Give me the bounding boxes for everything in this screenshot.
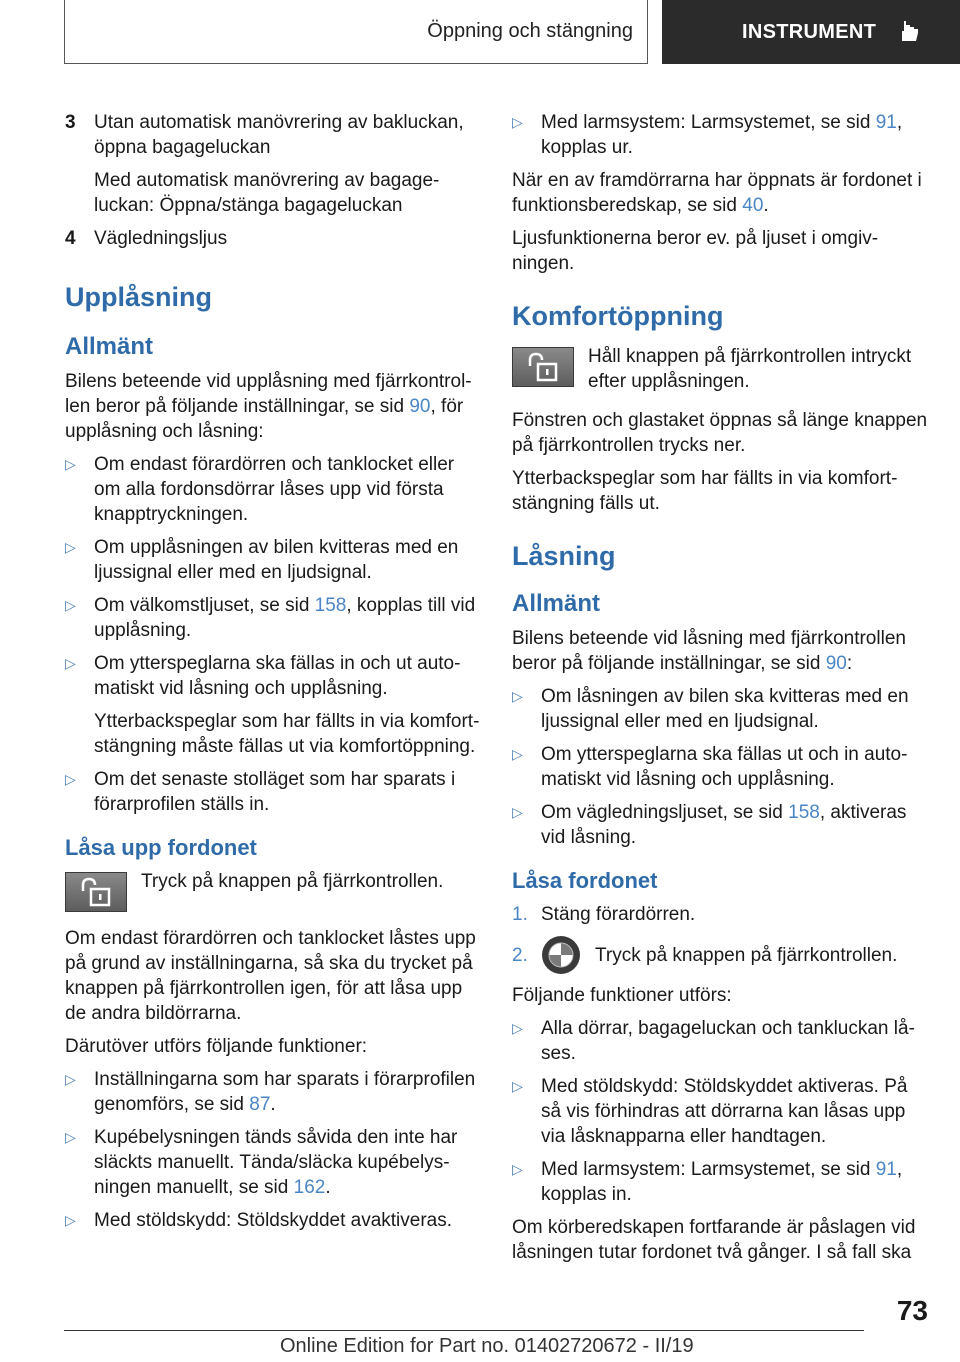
page-link[interactable]: 162 [293,1177,326,1198]
heading-lasa-fordonet: Låsa fordonet [512,868,658,893]
footer-divider [64,1330,864,1331]
list-item: ▷ Om det senaste stolläget som har sparats i förarprofilen ställs in. [65,769,456,815]
section-title: Öppning och stängning [427,20,633,42]
list-item-sub: Med automatisk manövrering av bagage-luckan: Öppna/stänga bagageluckan [94,170,440,216]
bullet-marker-icon: ▷ [512,1020,523,1036]
list-item: ▷ Inställningarna som har sparats i förarprofilen genomförs, se sid 87. [65,1069,476,1115]
heading-allmant: Allmänt [65,333,154,360]
right-column [512,110,930,1273]
bullet-list [512,1016,930,1207]
list-item: ▷ Om ytterspeglarna ska fällas ut och in auto-matiskt vid låsning och upplåsning. [512,744,908,790]
paragraph: Om körberedskapen fortfarande är påslagen vid låsningen tutar fordonet två gånger. I så fall ska [512,1217,916,1263]
paragraph: Fönstren och glastaket öppnas så länge knappen på fjärrkontrollen trycks ner. [512,410,928,456]
list-item: ▷ Med stöldskydd: Stöldskyddet avaktiveras. [65,1210,453,1231]
list-item: ▷ Med larmsystem: Larmsystemet, se sid 91, kopplas in. [512,1159,903,1205]
page-header [0,0,960,66]
footer-edition: Online Edition for Part no. 01402720672 - II/19 [280,1335,694,1357]
list-item: 4 Vägledningsljus [65,228,228,249]
list-item: ▷ Alla dörrar, bagageluckan och tankluckan lå-ses. [512,1018,915,1064]
paragraph: Bilens beteende vid upplåsning med fjärrkontrol-len beror på följande inställningar, se sid 90, för upplåsning och låsning: [65,371,472,442]
unlock-button-image [512,347,574,387]
bullet-marker-icon: ▷ [512,1161,523,1177]
list-item: ▷ Om endast förardörren och tanklocket eller om alla fordonsdörrar låses upp vid första knapptryckningen. [65,454,455,525]
bullet-marker-icon: ▷ [65,655,76,671]
list-item: ▷ Med stöldskydd: Stöldskyddet aktiveras. På så vis förhindras att dörrarna kan låsas upp via låsknapparna eller handtagen. [512,1076,908,1147]
paragraph: Därutöver utförs följande funktioner: [65,1036,368,1057]
bullet-marker-icon: ▷ [65,597,76,613]
paragraph: Ljusfunktionerna beror ev. på ljuset i omgiv-ningen. [512,228,879,274]
list-item: ▷ Om välkomstljuset, se sid 158, kopplas till vid upplåsning. [65,595,476,641]
heading-komfortoppning: Komfortöppning [512,301,724,331]
step-item: 2. Tryck på knappen på fjärrkontrollen. [512,935,930,975]
instruction-text: Tryck på knappen på fjärrkontrollen. [141,871,444,892]
instruction-row [512,344,930,394]
bullet-marker-icon: ▷ [65,1129,76,1145]
bullet-marker-icon: ▷ [65,1212,76,1228]
page-link[interactable]: 90 [825,653,847,674]
unlock-button-image [65,872,127,912]
left-column [65,110,480,1241]
list-item: ▷ Om upplåsningen av bilen kvitteras med en ljussignal eller med en ljudsignal. [65,537,459,583]
page-link[interactable]: 158 [314,595,347,616]
list-item: ▷ Med larmsystem: Larmsystemet, se sid 91, kopplas ur. [512,112,903,158]
instruction-row [65,869,480,912]
heading-upplasning: Upplåsning [65,282,212,312]
page-link[interactable]: 87 [249,1094,271,1115]
paragraph: Om endast förardörren och tanklocket låstes upp på grund av inställningarna, så ska du trycket på knappen på fjärrkontrollen igen, för att låsa upp de andra bildörrarna. [65,928,476,1024]
page-link[interactable]: 40 [742,195,764,216]
bullet-marker-icon: ▷ [512,804,523,820]
paragraph: När en av framdörrarna har öppnats är fordonet i funktionsberedskap, se sid 40. [512,170,922,216]
bullet-marker-icon: ▷ [512,114,523,130]
bullet-list [65,1067,480,1233]
section-tab [64,0,648,64]
bullet-marker-icon: ▷ [512,688,523,704]
page-link[interactable]: 90 [409,396,431,417]
chapter-tab [662,0,960,64]
instruction-text: Håll knappen på fjärrkontrollen intryckt efter upplåsningen. [588,346,912,392]
chapter-title: INSTRUMENT [742,20,877,43]
bullet-marker-icon: ▷ [65,456,76,472]
list-item: 3 Utan automatisk manövrering av bakluckan, öppna bagageluckan [65,112,464,158]
unlock-icon [79,877,113,907]
bullet-marker-icon: ▷ [65,539,76,555]
page-link[interactable]: 158 [788,802,820,823]
paragraph: Ytterbackspeglar som har fällts in via komfort-stängning fälls ut. [512,468,898,514]
bullet-marker-icon: ▷ [65,771,76,787]
bullet-marker-icon: ▷ [65,1071,76,1087]
bullet-marker-icon: ▷ [512,746,523,762]
heading-lasa-upp: Låsa upp fordonet [65,835,257,860]
step-item: 1. Stäng förardörren. [512,904,696,925]
list-item: ▷ Om ytterspeglarna ska fällas in och ut auto-matiskt vid låsning och upplåsning. Ytterbackspeglar som har fällts in via komfort-stängning måste fällas ut via komfortöppning. [65,653,480,757]
bullet-list [512,684,930,850]
paragraph: Bilens beteende vid låsning med fjärrkontrollen beror på följande inställningar, se sid 90: [512,628,906,674]
list-item: ▷ Om vägledningsljuset, se sid 158, aktiveras vid låsning. [512,802,907,848]
paragraph: Följande funktioner utförs: [512,985,732,1006]
heading-lasning: Låsning [512,541,616,571]
bullet-marker-icon: ▷ [512,1078,523,1094]
bmw-logo-icon [541,935,581,975]
unlock-icon [526,352,560,382]
list-item: ▷ Kupébelysningen tänds såvida den inte har släckts manuellt. Tända/släcka kupébelys-ningen manuellt, se sid 162. [65,1127,458,1198]
pointing-hand-icon [896,19,922,45]
page-number: 73 [896,1295,928,1326]
list-item: ▷ Om låsningen av bilen ska kvitteras med en ljussignal eller med en ljudsignal. [512,686,909,732]
heading-allmant: Allmänt [512,590,601,617]
page-link[interactable]: 91 [875,1159,897,1180]
page-link[interactable]: 91 [875,112,897,133]
bullet-list [65,452,480,817]
bullet-list [512,110,930,160]
